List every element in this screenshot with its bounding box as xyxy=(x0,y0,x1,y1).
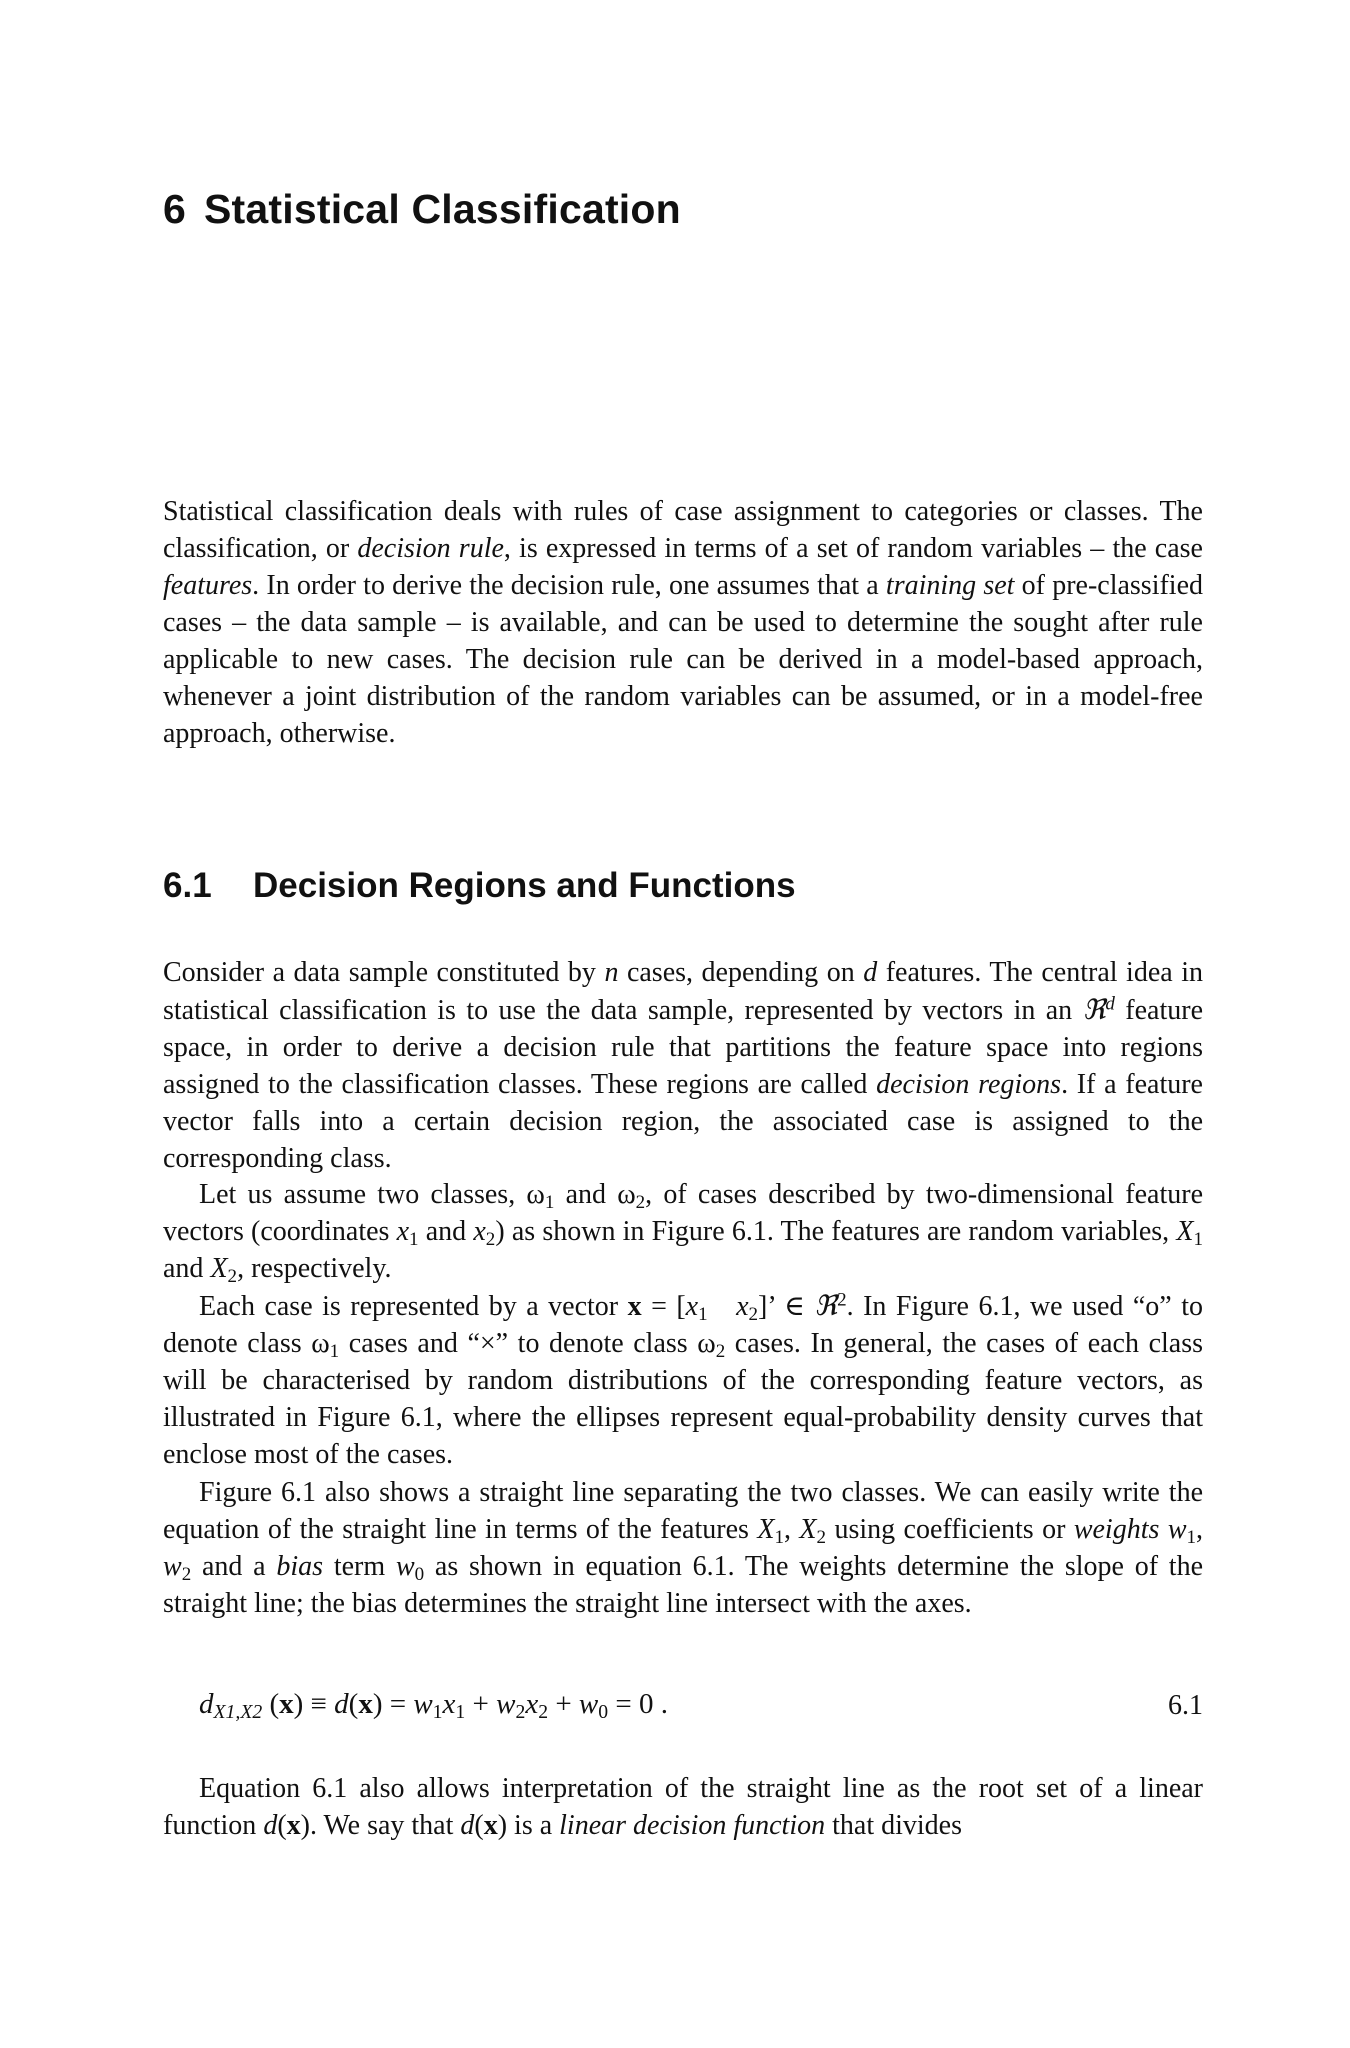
text: ]’ ∈ xyxy=(758,1291,815,1322)
subscript: 1 xyxy=(774,1526,784,1548)
emphasis: bias xyxy=(276,1551,324,1582)
omega-symbol: ω xyxy=(526,1179,545,1210)
section-number: 6.1 xyxy=(163,866,212,905)
math-var: d xyxy=(460,1810,475,1841)
vector-symbol: x xyxy=(483,1810,498,1841)
real-space-symbol: ℜ xyxy=(1082,993,1106,1026)
math-exp: d xyxy=(1105,993,1115,1015)
text: and a xyxy=(191,1551,277,1582)
intro-emphasis: training set xyxy=(885,570,1015,601)
intro-emphasis: decision rule xyxy=(357,533,504,564)
emphasis: weights xyxy=(1073,1514,1160,1545)
math-var: d xyxy=(334,1688,349,1720)
paragraph-1 xyxy=(163,954,1203,1177)
real-space-symbol: ℜ xyxy=(814,1289,838,1322)
subscript: 2 xyxy=(181,1563,192,1585)
text: , xyxy=(1196,1514,1204,1545)
subscript: 1 xyxy=(455,1700,466,1723)
math-var: x xyxy=(736,1291,749,1322)
omega-symbol: ω xyxy=(617,1179,636,1210)
intro-text: , is expressed in terms of a set of random variables – the case xyxy=(503,533,1203,564)
text: cases. In general, the cases of each class will be characterised by random distributions of the corresponding feature vectors, as illustrated in Figure 6.1, where the ellipses represent equal-probability density curves that enclose most of the cases. xyxy=(163,1328,1203,1470)
math-op: + xyxy=(548,1688,579,1720)
math-op: ) ≡ xyxy=(293,1688,335,1720)
paragraph-4 xyxy=(163,1474,1203,1622)
math-var: X xyxy=(757,1514,775,1545)
math-var: X xyxy=(799,1514,817,1545)
text: feature space, in order to derive a decision rule that partitions the feature space into regions assigned to the classification classes. These regions are called xyxy=(163,995,1203,1100)
math-var: X xyxy=(210,1253,228,1284)
text: as shown in equation 6.1. The weights determine the slope of the straight line; the bias determines the straight line intersect with the axes. xyxy=(163,1551,1204,1619)
equation-number: 6.1 xyxy=(1168,1690,1203,1721)
subscript: 1 xyxy=(1193,1228,1203,1250)
text: and xyxy=(163,1253,211,1284)
math-exp: 2 xyxy=(837,1289,847,1311)
subscript: 1 xyxy=(329,1340,340,1362)
text: and xyxy=(554,1179,618,1210)
text: cases and “×” to denote class xyxy=(339,1328,698,1359)
math-op: ( xyxy=(348,1688,359,1720)
text: = [ xyxy=(641,1291,686,1322)
text: . If a feature vector falls into a certain decision region, the associated case is assigned to the corresponding class. xyxy=(163,1069,1203,1174)
math-var: x xyxy=(396,1216,410,1247)
math-op: ( xyxy=(262,1688,280,1720)
math-var: x xyxy=(685,1291,699,1322)
omega-symbol: ω xyxy=(311,1328,330,1359)
subscript: 2 xyxy=(748,1303,759,1325)
section-title-text: Decision Regions and Functions xyxy=(253,866,796,905)
text: , of cases described by two-dimensional feature vectors (coordinates xyxy=(163,1179,1203,1247)
paragraph-3 xyxy=(163,1287,1203,1473)
subscript: 2 xyxy=(816,1526,827,1548)
intro-text: . In order to derive the decision rule, one assumes that a xyxy=(252,570,886,601)
text: Consider a data sample constituted by xyxy=(163,957,605,988)
chapter-title-text: Statistical Classification xyxy=(204,186,681,232)
subscript: 2 xyxy=(227,1265,238,1287)
text: ) as shown in Figure 6.1. The features are random variables, xyxy=(495,1216,1177,1247)
text: Figure 6.1 also shows a straight line separating the two classes. We can easily write the equation of the straight line in terms of the features xyxy=(163,1477,1203,1545)
text: Let us assume two classes, xyxy=(199,1179,527,1210)
omega-symbol: ω xyxy=(697,1328,716,1359)
math-var: x xyxy=(442,1688,456,1720)
math-var: w xyxy=(395,1551,415,1582)
chapter-title xyxy=(163,186,681,233)
text: . We say that xyxy=(309,1810,461,1841)
vector-symbol: x xyxy=(627,1291,642,1322)
math-op: ) xyxy=(300,1810,310,1841)
math-var: w xyxy=(413,1688,433,1720)
text: term xyxy=(323,1551,396,1582)
subscript: 1 xyxy=(1186,1526,1197,1548)
subscript: 1 xyxy=(698,1303,708,1325)
vector-symbol: x xyxy=(279,1688,294,1720)
math-var: w xyxy=(578,1688,599,1720)
equation-6-1 xyxy=(163,1688,1203,1730)
text: Each case is represented by a vector xyxy=(199,1291,628,1322)
subscript: 2 xyxy=(515,1700,526,1723)
math-var: n xyxy=(604,957,619,988)
subscript: 1 xyxy=(544,1191,555,1213)
text: and xyxy=(418,1216,474,1247)
text: using coefficients or xyxy=(826,1514,1074,1545)
text: is a xyxy=(507,1810,560,1841)
text: , respectively. xyxy=(237,1253,392,1284)
text: , xyxy=(783,1514,800,1545)
subscript: 0 xyxy=(598,1700,609,1723)
intro-text: Statistical classification deals with rules of case assignment to categories or classes. The classification, or xyxy=(163,496,1203,564)
emphasis: linear decision function xyxy=(559,1810,826,1841)
math-var: w xyxy=(496,1688,516,1720)
equation-expression xyxy=(199,1688,668,1721)
math-op: ) xyxy=(497,1810,508,1841)
text: . In Figure 6.1, we used “o” to denote class xyxy=(163,1291,1203,1359)
math-var: w xyxy=(163,1551,182,1582)
subscript: 1 xyxy=(409,1228,419,1250)
paragraph-5 xyxy=(163,1770,1203,1844)
vector-symbol: x xyxy=(358,1688,373,1720)
math-var: x xyxy=(473,1216,486,1247)
subscript: 0 xyxy=(414,1563,425,1585)
text: features. The central idea in statistical classification is to use the data sample, represented by vectors in an xyxy=(163,957,1203,1026)
vector-symbol: x xyxy=(286,1810,301,1841)
paragraph-2 xyxy=(163,1176,1203,1287)
math-op: + xyxy=(465,1688,497,1720)
math-var: d xyxy=(863,957,878,988)
text: Equation 6.1 also allows interpretation of the straight line as the root set of a linear function xyxy=(163,1773,1203,1841)
intro-text: of pre-classified cases – the data sample – is available, and can be used to determine the sought after rule applicable to new cases. The decision rule can be derived in a model-based approach, whenever a joint distribution of the random variables can be assumed, or in a model-free approach, otherwise. xyxy=(163,570,1204,749)
text: cases, depending on xyxy=(618,957,864,988)
math-op: = 0 . xyxy=(608,1688,668,1720)
math-op: ( xyxy=(474,1810,484,1841)
subscript: 2 xyxy=(538,1700,549,1723)
subscript: 2 xyxy=(485,1228,496,1250)
intro-paragraph xyxy=(163,493,1203,752)
subscript: 2 xyxy=(715,1340,726,1362)
subscript: 2 xyxy=(635,1191,646,1213)
equation-subscript: X1,X2 xyxy=(213,1700,263,1723)
chapter-number: 6 xyxy=(163,186,187,232)
math-var: w xyxy=(1167,1514,1187,1545)
intro-emphasis: features xyxy=(163,570,253,601)
emphasis: decision regions xyxy=(876,1069,1062,1100)
math-var: d xyxy=(263,1810,278,1841)
math-var: X xyxy=(1176,1216,1194,1247)
section-title xyxy=(163,866,796,906)
math-op: ( xyxy=(277,1810,287,1841)
math-var: x xyxy=(525,1688,539,1720)
math-op: ) = xyxy=(372,1688,414,1720)
text: that divides xyxy=(825,1810,962,1841)
subscript: 1 xyxy=(432,1700,443,1723)
math-var: d xyxy=(199,1688,214,1720)
